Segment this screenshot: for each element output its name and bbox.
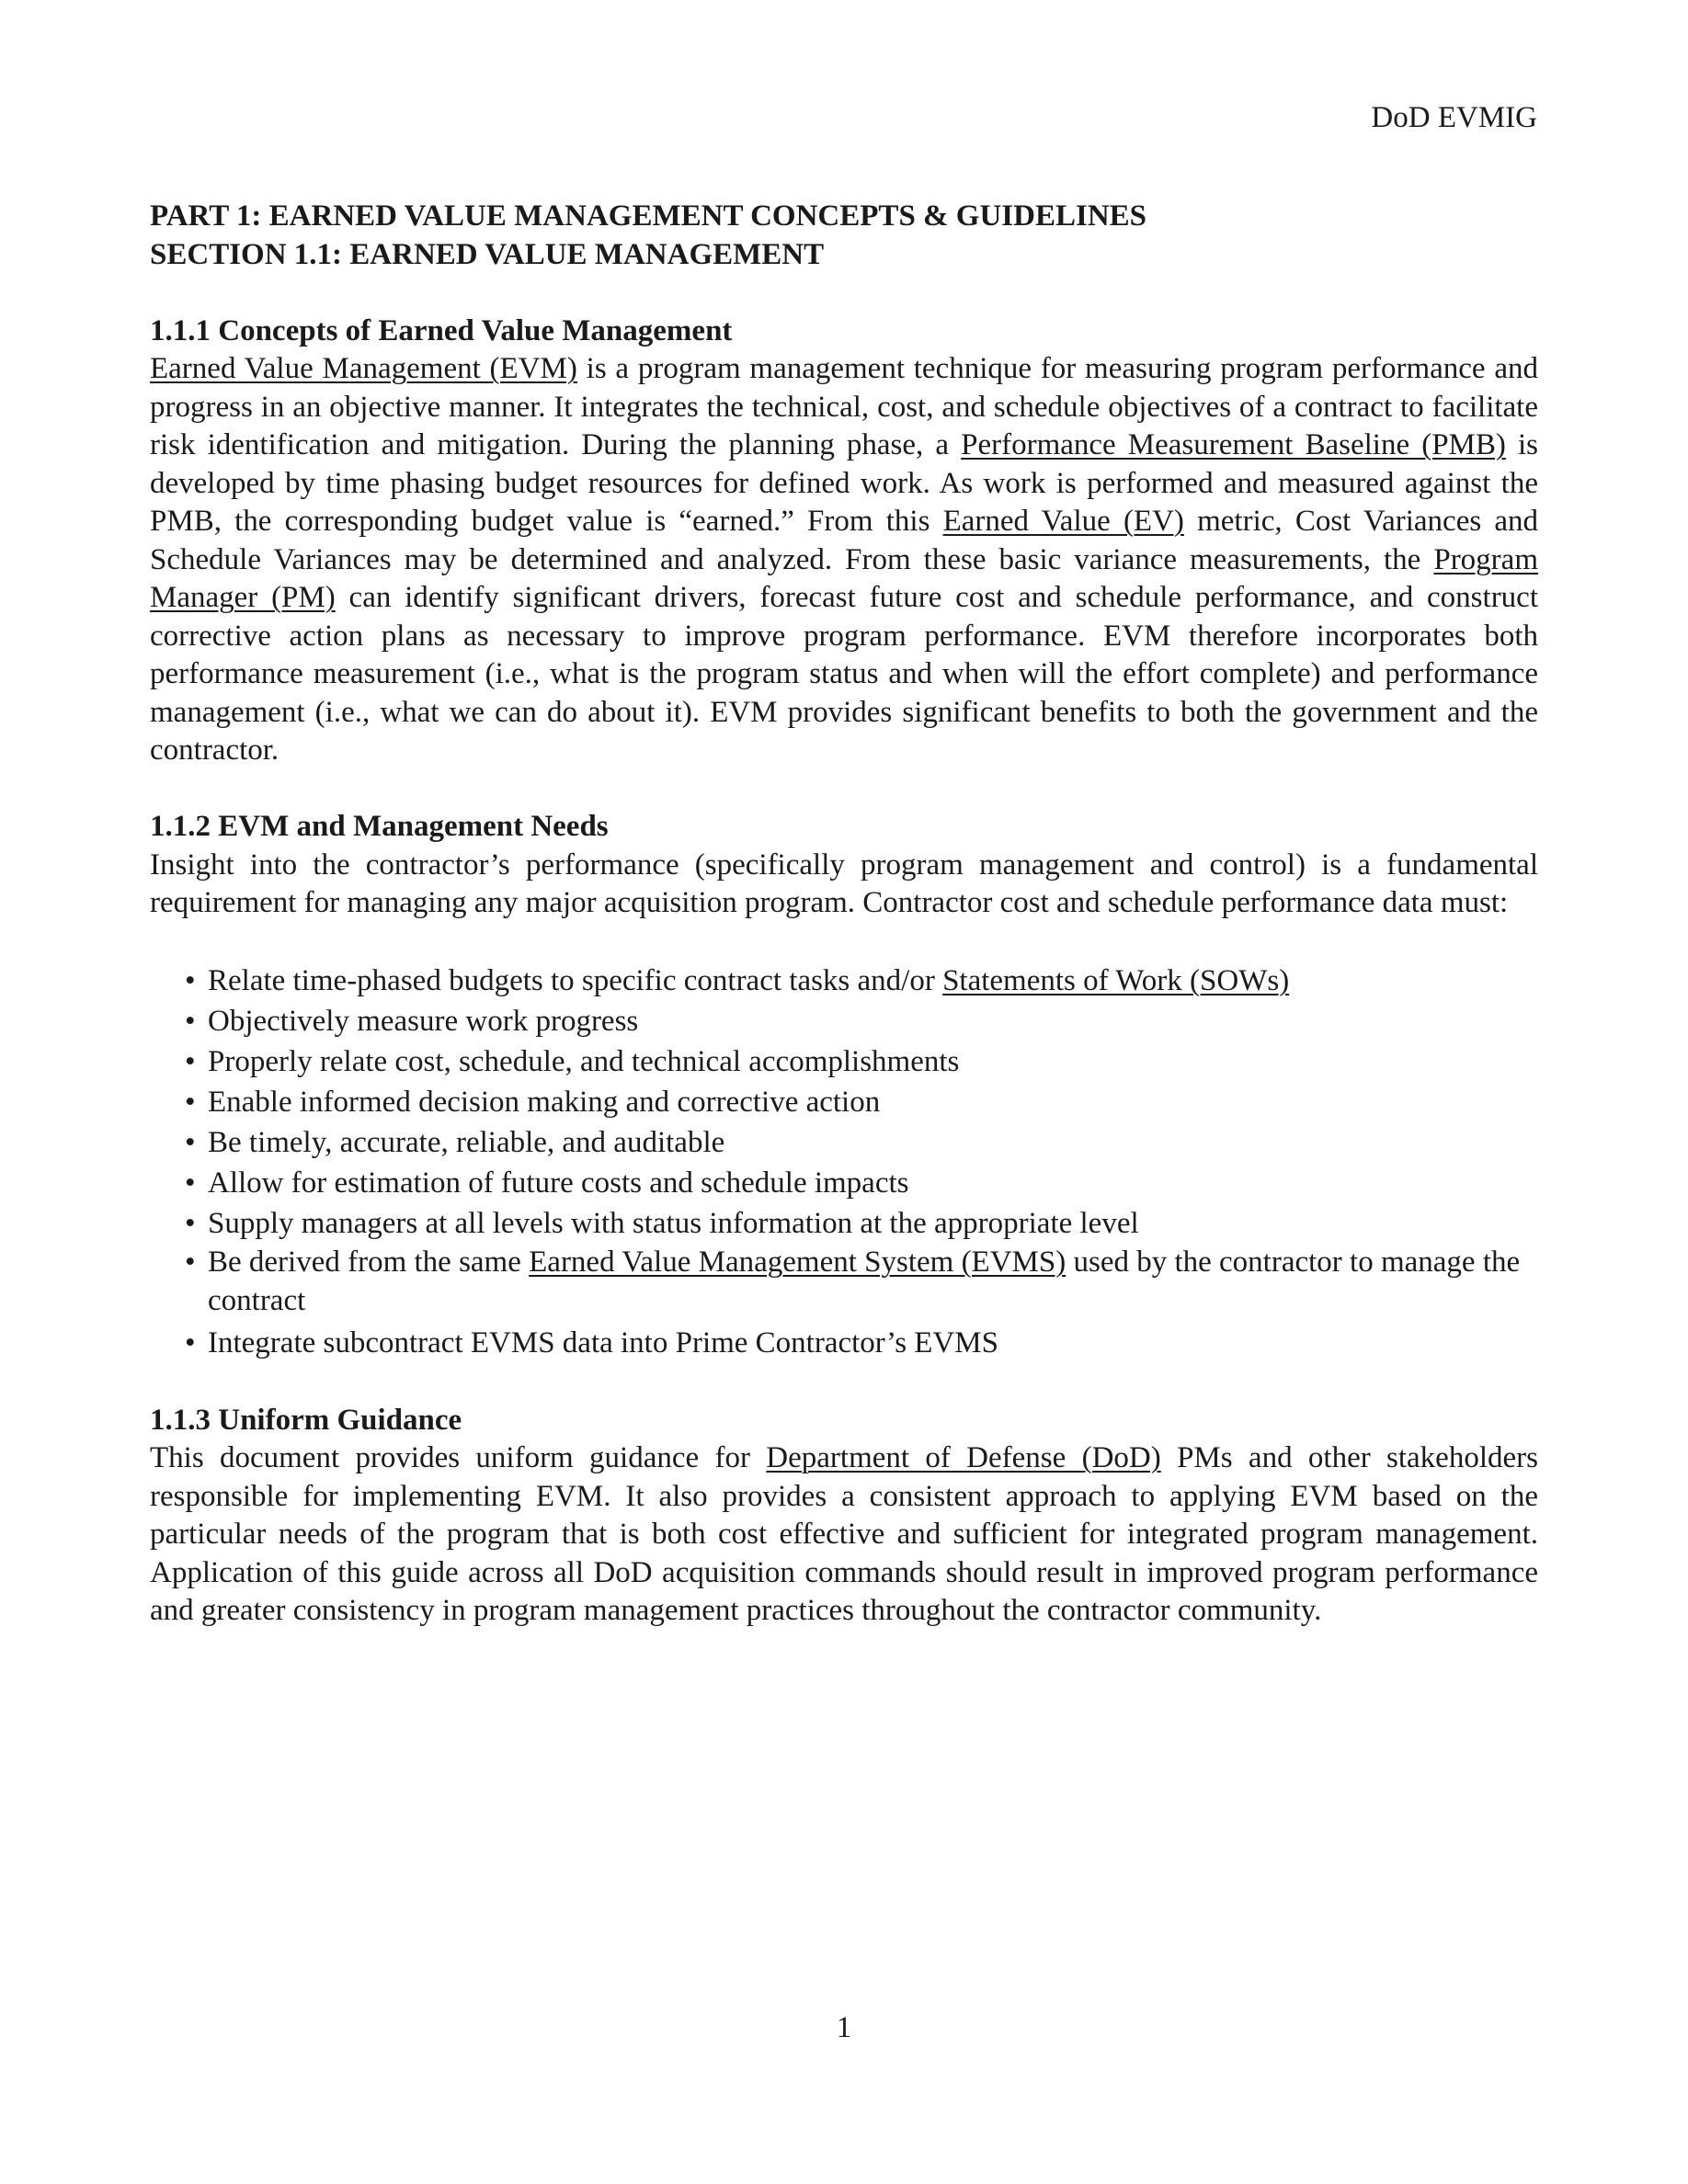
spacer (150, 770, 1538, 809)
bullet-icon: • (185, 1326, 196, 1359)
requirements-list (150, 961, 1538, 1363)
list-item (185, 961, 1538, 1001)
list-item (185, 1203, 1538, 1244)
bullet-icon: • (185, 1005, 196, 1038)
bullet-icon: • (185, 1126, 196, 1159)
list-item-text: Be timely, accurate, reliable, and auditable (208, 1126, 725, 1159)
paragraph-text: can identify significant drivers, forecast future cost and schedule performance, and construct corrective action plans as necessary to improve program performance. EVM therefore incorporates both performance measurement (i.e., what is the program status and when will the effort complete) and performance management (i.e., what we can do about it). EVM provides significant benefits to both the government and the contractor. (150, 581, 1538, 767)
list-item-text: Enable informed decision making and corrective action (208, 1086, 881, 1119)
spacer (150, 274, 1538, 313)
page-content (150, 198, 1538, 1631)
link-statements-of-work[interactable]: Statements of Work (SOWs) (942, 964, 1290, 997)
link-earned-value[interactable]: Earned Value (EV) (942, 505, 1184, 538)
running-header: DoD EVMIG (1371, 101, 1537, 134)
bullet-icon: • (185, 1246, 196, 1279)
list-item (185, 1001, 1538, 1041)
paragraph-text: is developed by time phasing budget resources for defined work. As work is performed and measured against the PMB, the corresponding budget value is “earned.” From this (150, 428, 1538, 538)
paragraph-concepts-of-evm (150, 350, 1538, 770)
list-item-text: Relate time-phased budgets to specific contract tasks and/or (208, 964, 943, 997)
spacer (150, 1363, 1538, 1402)
section-title: SECTION 1.1: EARNED VALUE MANAGEMENT (150, 237, 825, 271)
heading-concepts-of-evm: 1.1.1 Concepts of Earned Value Management (150, 313, 733, 347)
list-item (185, 1244, 1538, 1320)
list-item (185, 1323, 1538, 1363)
paragraph-text: metric, Cost Variances and Schedule Variances may be determined and analyzed. From these basic variance measurements, the (150, 505, 1539, 576)
list-item-text: Supply managers at all levels with status information at the appropriate level (208, 1207, 1139, 1240)
list-item (185, 1082, 1538, 1122)
paragraph-uniform-guidance (150, 1439, 1538, 1631)
paragraph-management-needs-intro: Insight into the contractor’s performance (specifically program management and control) is a fundamental requirement for managing any major acquisition program. Contractor cost and schedule performance data must: (150, 847, 1538, 919)
link-department-of-defense[interactable]: Department of Defense (DoD) (766, 1441, 1161, 1474)
link-performance-measurement-baseline[interactable]: Performance Measurement Baseline (PMB) (961, 428, 1506, 461)
bullet-icon: • (185, 1207, 196, 1240)
page-number: 1 (836, 2011, 852, 2044)
link-earned-value-management[interactable]: Earned Value Management (EVM) (150, 352, 577, 385)
paragraph-text: is a program management technique for measuring program performance and progress in an objective manner. It integrates the technical, cost, and schedule objectives of a contract to facilitate risk identification and mitigation. During the planning phase, a (150, 352, 1538, 461)
heading-uniform-guidance: 1.1.3 Uniform Guidance (150, 1403, 462, 1437)
list-item (185, 1041, 1538, 1082)
heading-evm-and-management-needs: 1.1.2 EVM and Management Needs (150, 810, 609, 843)
paragraph-text: This document provides uniform guidance for (150, 1441, 767, 1474)
list-item-text: Be derived from the same (208, 1246, 530, 1279)
bullet-icon: • (185, 1166, 196, 1200)
bullet-icon: • (185, 1086, 196, 1119)
list-item (185, 1122, 1538, 1163)
link-program-manager[interactable]: Program Manager (PM) (150, 542, 1538, 614)
list-item-text: Objectively measure work progress (208, 1005, 639, 1038)
paragraph-text: PMs and other stakeholders responsible for implementing EVM. It also provides a consistent approach to applying EVM based on the particular needs of the program that is both cost effective and sufficient for integrated program management. Application of this guide across all DoD acquisition commands should result in improved program performance and greater consistency in program management practices throughout the contractor community. (150, 1441, 1538, 1627)
bullet-icon: • (185, 1045, 196, 1078)
spacer (150, 923, 1538, 961)
list-item-text: Integrate subcontract EVMS data into Prime Contractor’s EVMS (208, 1326, 998, 1359)
list-item-text: Allow for estimation of future costs and schedule impacts (208, 1166, 909, 1200)
list-item-text: used by the contractor to manage the contract (208, 1246, 1521, 1317)
list-item-text: Properly relate cost, schedule, and technical accomplishments (208, 1045, 960, 1078)
list-item (185, 1163, 1538, 1203)
part-title: PART 1: EARNED VALUE MANAGEMENT CONCEPTS & GUIDELINES (150, 199, 1147, 233)
link-earned-value-management-system[interactable]: Earned Value Management System (EVMS) (529, 1246, 1066, 1279)
bullet-icon: • (185, 964, 196, 997)
